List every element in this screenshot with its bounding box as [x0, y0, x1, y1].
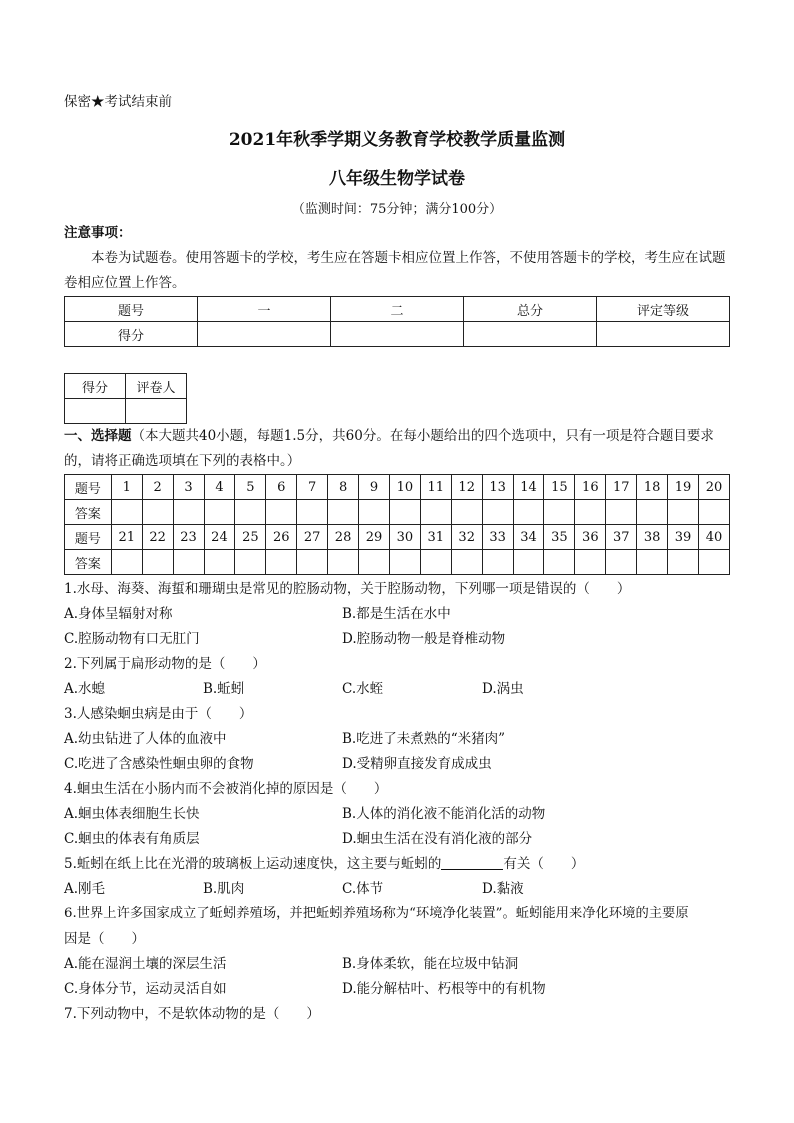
q1-option-b: B.都是生活在水中 [342, 606, 451, 622]
answer-cell[interactable] [575, 550, 606, 575]
answer-cell[interactable] [699, 550, 730, 575]
answer-cell[interactable] [606, 550, 637, 575]
q5-option-d: D.黏液 [482, 881, 524, 897]
confidential-label: 保密★考试结束前 [64, 94, 172, 110]
answer-cell[interactable] [235, 500, 266, 525]
q4-option-b: B.人体的消化液不能消化活的动物 [342, 806, 546, 822]
question-number-cell: 4 [204, 475, 235, 500]
question-number-cell: 12 [451, 475, 482, 500]
score-header-cell: 一 [198, 297, 331, 322]
grader-table [64, 373, 187, 424]
q1-option-c: C.腔肠动物有口无肛门 [64, 631, 200, 647]
answer-cell[interactable] [482, 500, 513, 525]
answer-cell[interactable] [482, 550, 513, 575]
q2-option-b: B.蚯蚓 [203, 681, 245, 697]
answer-cell[interactable] [111, 550, 142, 575]
question-number-cell: 23 [173, 525, 204, 550]
question-number-cell: 40 [699, 525, 730, 550]
question-number-cell: 36 [575, 525, 606, 550]
question-number-cell: 32 [451, 525, 482, 550]
score-table [64, 296, 730, 347]
answer-cell[interactable] [266, 500, 297, 525]
table-row [65, 525, 730, 550]
grader-header-cell: 评卷人 [126, 374, 187, 399]
question-number-cell: 37 [606, 525, 637, 550]
q1-option-a: A.身体呈辐射对称 [64, 606, 173, 622]
answer-cell[interactable] [359, 550, 390, 575]
q1-option-d: D.腔肠动物一般是脊椎动物 [342, 631, 506, 647]
q4-option-a: A.蛔虫体表细胞生长快 [64, 806, 200, 822]
answer-cell[interactable] [389, 550, 420, 575]
table-row [65, 500, 730, 525]
question-number-cell: 2 [142, 475, 173, 500]
answer-cell[interactable] [328, 500, 359, 525]
question-number-cell: 3 [173, 475, 204, 500]
question-number-cell: 13 [482, 475, 513, 500]
question-5-stem [64, 854, 584, 874]
answer-cell[interactable] [297, 550, 328, 575]
grader-cell[interactable] [65, 399, 126, 424]
table-row [65, 399, 187, 424]
question-number-cell: 30 [389, 525, 420, 550]
q3-option-d: D.受精卵直接发育成成虫 [342, 756, 492, 772]
q2-option-a: A.水螅 [64, 681, 106, 697]
question-number-cell: 20 [699, 475, 730, 500]
question-number-cell: 5 [235, 475, 266, 500]
q6-option-d: D.能分解枯叶、朽根等中的有机物 [342, 981, 546, 997]
section1-title: 一、选择题 [64, 428, 132, 444]
score-header-cell: 总分 [464, 297, 597, 322]
question-number-cell: 28 [328, 525, 359, 550]
table-row [65, 297, 730, 322]
answer-cell[interactable] [544, 550, 575, 575]
answer-cell[interactable] [173, 550, 204, 575]
table-row [65, 374, 187, 399]
answer-cell[interactable] [668, 500, 699, 525]
answer-cell[interactable] [451, 500, 482, 525]
q3-option-a: A.幼虫钻进了人体的血液中 [64, 731, 227, 747]
q2-option-c: C.水蛭 [342, 681, 384, 697]
exam-info: （监测时间：75分钟；满分100分） [291, 202, 503, 217]
question-number-cell: 27 [297, 525, 328, 550]
answer-table-ans-label: 答案 [65, 550, 112, 575]
question-number-cell: 19 [668, 475, 699, 500]
section1-desc: （本大题共40小题，每题1.5分，共60分。在每小题给出的四个选项中，只有一项是符合题目要求的，请将正确选项填在下列的表格中。） [64, 428, 714, 469]
answer-cell[interactable] [111, 500, 142, 525]
table-row [65, 322, 730, 347]
grader-cell[interactable] [126, 399, 187, 424]
answer-cell[interactable] [142, 550, 173, 575]
answer-cell[interactable] [235, 550, 266, 575]
score-cell[interactable] [464, 322, 597, 347]
answer-cell[interactable] [637, 500, 668, 525]
q4-option-c: C.蛔虫的体表有角质层 [64, 831, 200, 847]
exam-title: 2021年秋季学期义务教育学校教学质量监测 [228, 130, 566, 150]
answer-table-num-label: 题号 [65, 475, 112, 500]
question-number-cell: 1 [111, 475, 142, 500]
answer-cell[interactable] [142, 500, 173, 525]
question-number-cell: 33 [482, 525, 513, 550]
q5-stem-pre: 5.蚯蚓在纸上比在光滑的玻璃板上运动速度快，这主要与蚯蚓的 [64, 856, 442, 872]
question-number-cell: 31 [420, 525, 451, 550]
question-number-cell: 6 [266, 475, 297, 500]
q3-option-c: C.吃进了含感染性蛔虫卵的食物 [64, 756, 254, 772]
q3-option-b: B.吃进了未煮熟的“米猪肉” [342, 731, 506, 747]
answer-cell[interactable] [513, 500, 544, 525]
question-7-stem: 7.下列动物中，不是软体动物的是（ ） [64, 1006, 320, 1022]
score-row-label: 得分 [65, 322, 198, 347]
answer-cell[interactable] [359, 500, 390, 525]
question-number-cell: 17 [606, 475, 637, 500]
question-number-cell: 16 [575, 475, 606, 500]
score-cell[interactable] [597, 322, 730, 347]
question-number-cell: 11 [420, 475, 451, 500]
question-number-cell: 35 [544, 525, 575, 550]
q5-option-c: C.体节 [342, 881, 384, 897]
answer-cell[interactable] [204, 500, 235, 525]
score-cell[interactable] [331, 322, 464, 347]
q6-option-c: C.身体分节，运动灵活自如 [64, 981, 227, 997]
exam-subtitle: 八年级生物学试卷 [329, 169, 465, 189]
answer-cell[interactable] [297, 500, 328, 525]
answer-cell[interactable] [266, 550, 297, 575]
section1-intro [64, 424, 732, 474]
q5-blank [441, 855, 503, 870]
notes-text: 本卷为试题卷。使用答题卡的学校，考生应在答题卡相应位置上作答，不使用答题卡的学校，考生应在试题卷相应位置上作答。 [64, 250, 726, 291]
answer-cell[interactable] [513, 550, 544, 575]
answer-cell[interactable] [699, 500, 730, 525]
question-number-cell: 21 [111, 525, 142, 550]
question-number-cell: 25 [235, 525, 266, 550]
q5-stem-post: 有关（ ） [503, 856, 585, 872]
question-number-cell: 18 [637, 475, 668, 500]
question-number-cell: 22 [142, 525, 173, 550]
question-number-cell: 26 [266, 525, 297, 550]
q6-option-b: B.身体柔软，能在垃圾中钻洞 [342, 956, 519, 972]
answer-table-ans-label: 答案 [65, 500, 112, 525]
answer-table [64, 474, 730, 575]
question-number-cell: 14 [513, 475, 544, 500]
grader-header-cell: 得分 [65, 374, 126, 399]
question-number-cell: 7 [297, 475, 328, 500]
table-row [65, 550, 730, 575]
answer-cell[interactable] [420, 500, 451, 525]
question-number-cell: 24 [204, 525, 235, 550]
question-number-cell: 10 [389, 475, 420, 500]
q2-option-d: D.涡虫 [482, 681, 524, 697]
notes-heading: 注意事项： [64, 225, 132, 241]
question-number-cell: 8 [328, 475, 359, 500]
answer-cell[interactable] [204, 550, 235, 575]
question-number-cell: 15 [544, 475, 575, 500]
question-number-cell: 9 [359, 475, 390, 500]
question-2-stem: 2.下列属于扁形动物的是（ ） [64, 656, 266, 672]
answer-cell[interactable] [668, 550, 699, 575]
q6-option-a: A.能在湿润土壤的深层生活 [64, 956, 227, 972]
q5-option-b: B.肌肉 [203, 881, 245, 897]
answer-cell[interactable] [544, 500, 575, 525]
answer-table-num-label: 题号 [65, 525, 112, 550]
answer-cell[interactable] [420, 550, 451, 575]
question-4-stem: 4.蛔虫生活在小肠内而不会被消化掉的原因是（ ） [64, 781, 388, 797]
q4-option-d: D.蛔虫生活在没有消化液的部分 [342, 831, 533, 847]
answer-cell[interactable] [451, 550, 482, 575]
score-header-cell: 题号 [65, 297, 198, 322]
q5-option-a: A.刚毛 [64, 881, 106, 897]
score-cell[interactable] [198, 322, 331, 347]
answer-cell[interactable] [328, 550, 359, 575]
answer-cell[interactable] [173, 500, 204, 525]
question-number-cell: 39 [668, 525, 699, 550]
answer-cell[interactable] [389, 500, 420, 525]
answer-cell[interactable] [575, 500, 606, 525]
question-number-cell: 29 [359, 525, 390, 550]
answer-cell[interactable] [637, 550, 668, 575]
question-6-stem-line1: 6.世界上许多国家成立了蚯蚓养殖场，并把蚯蚓养殖场称为“环境净化装置”。蚯蚓能用来净化环境的主要原 [64, 906, 689, 921]
score-header-cell: 二 [331, 297, 464, 322]
question-number-cell: 38 [637, 525, 668, 550]
table-row [65, 475, 730, 500]
question-number-cell: 34 [513, 525, 544, 550]
question-1-stem: 1.水母、海葵、海蜇和珊瑚虫是常见的腔肠动物，关于腔肠动物，下列哪一项是错误的（ ） [64, 581, 631, 597]
question-3-stem: 3.人感染蛔虫病是由于（ ） [64, 706, 253, 722]
score-header-cell: 评定等级 [597, 297, 730, 322]
question-6-stem-line2: 因是（ ） [64, 931, 145, 947]
answer-cell[interactable] [606, 500, 637, 525]
